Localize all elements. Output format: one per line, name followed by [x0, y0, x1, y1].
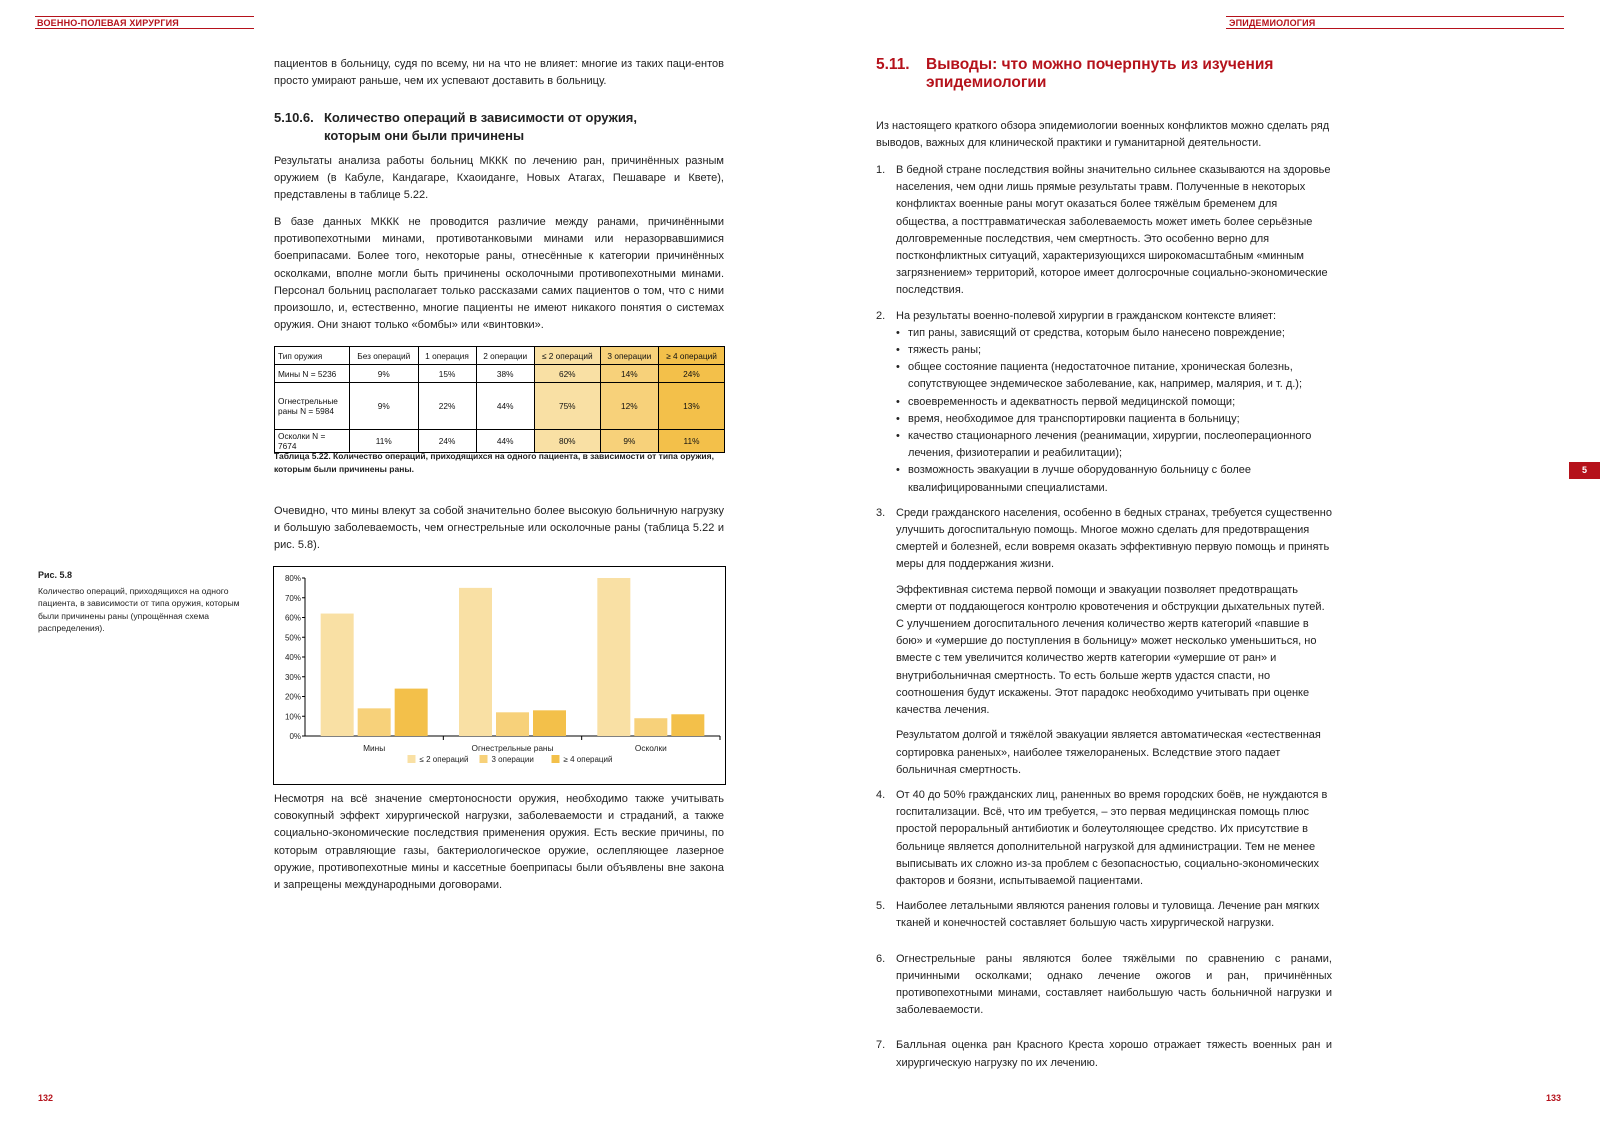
operations-bar-chart — [273, 566, 726, 785]
bar — [634, 718, 667, 736]
item-number: 6. — [876, 952, 886, 965]
table-cell: 38% — [476, 365, 534, 383]
table-caption: Таблица 5.22. Количество операций, приходящихся на одного пациента, в зависимости от типа оружия, которым были причинены раны. — [274, 451, 714, 474]
table-cell: 13% — [658, 383, 724, 430]
list-item — [876, 162, 1332, 300]
table-cell: 14% — [600, 365, 658, 383]
y-tick-label: 0% — [289, 732, 301, 741]
bullet-item: • общее состояние пациента (недостаточное питание, хроническая болезнь, сопутствующее эндемическое заболевание, как, например, малярия, и т. д.); — [896, 359, 1332, 393]
y-tick-label: 30% — [284, 672, 301, 682]
conclusions-intro: Из настоящего краткого обзора эпидемиологии военных конфликтов можно сделать ряд выводов, важных для клинической практики и гуманитарной деятельности. — [876, 120, 1330, 150]
factor-bullets — [896, 325, 1332, 497]
table-cell: 15% — [418, 365, 476, 383]
item-text-continued: Эффективная система первой помощи и эвакуации позволяет предотвращать смерти от поддающегося контролю кровотечения и обструкции дыхательных путей. С улучшением догоспитального лечения количество жертв категорий «павшие в бою» и «умершие до поступления в больницу» может несколько уменьшиться, но вместе с тем увеличится количество жертв категории «умершие от ран» и внутрибольничная смертность. То есть больше жертв удастся спасти, но соотношения будут искажены. Этот парадокс необходимо учитывать при оценке качества лечения. — [896, 583, 1325, 717]
legend-swatch — [408, 755, 416, 763]
table-cell: 9% — [600, 430, 658, 453]
item-text: На результаты военно-полевой хирургии в гражданском контексте влияет: — [896, 309, 1277, 322]
table-header-cell: ≤ 2 операций — [534, 347, 600, 365]
legend-label: ≥ 4 операций — [563, 755, 613, 764]
table-row — [275, 365, 725, 383]
chapter-tab: 5 — [1569, 462, 1600, 479]
bar — [358, 708, 391, 736]
table-cell: 11% — [658, 430, 724, 453]
y-tick-label: 70% — [284, 593, 301, 603]
table-cell: Огнестрельные раны N = 5984 — [275, 383, 350, 430]
intro-paragraph: пациентов в больницу, судя по всему, ни на что не влияет: многие из таких паци-ентов просто умирают раньше, чем их успевают доставить в больницу. — [274, 58, 724, 88]
x-category-label: Осколки — [634, 743, 667, 753]
y-tick-label: 40% — [284, 653, 301, 662]
item-number: 7. — [876, 1039, 886, 1052]
table-cell: 22% — [418, 383, 476, 430]
figure-caption: Количество операций, приходящихся на одного пациента, в зависимости от типа оружия, которым были причинены раны (упрощённая схема распределения). — [38, 586, 240, 634]
running-head-right: ЭПИДЕМИОЛОГИЯ — [1229, 18, 1316, 28]
table-header-cell: ≥ 4 операций — [658, 347, 724, 365]
section-title: Количество операций в зависимости от оружия, которым они были причинены — [324, 110, 638, 143]
header-rule-left — [35, 16, 254, 17]
item-text: Среди гражданского населения, особенно в бедных странах, требуется существенно улучшить догоспитальную помощь. Многое можно сделать для предотвращения смертей и болезней, если вовремя оказать эффективную первую помощь и принять меры для поддержания жизни. — [896, 506, 1332, 571]
header-rule-left-bottom — [35, 28, 254, 29]
bar — [496, 712, 529, 736]
item-number: 4. — [876, 788, 886, 801]
legend-label: ≤ 2 операций — [419, 755, 469, 764]
item-number: 2. — [876, 309, 886, 322]
bullet-item: • тяжесть раны; — [896, 342, 1332, 359]
running-head-left: ВОЕННО-ПОЛЕВАЯ ХИРУРГИЯ — [37, 18, 179, 28]
item-text: Наиболее летальными являются ранения головы и туловища. Лечение ран мягких тканей и конечностей составляет большую часть хирургической нагрузки. — [896, 900, 1320, 930]
table-header-cell: Без операций — [350, 347, 419, 365]
legend-swatch — [480, 755, 488, 763]
table-cell: 9% — [350, 365, 419, 383]
item-text-continued: Результатом долгой и тяжёлой эвакуации является автоматическая «естественная сортировка раненых», наиболее тяжелораненых. Вследствие этого падает больничная смертность. — [896, 729, 1321, 776]
conclusions-list — [876, 162, 1332, 1080]
list-item — [876, 951, 1332, 1020]
bullet-item: • своевременность и адекватность первой медицинской помощи; — [896, 394, 1332, 411]
table-cell: 24% — [418, 430, 476, 453]
paragraph-lethality: Несмотря на всё значение смертоносности оружия, необходимо также учитывать совокупный эффект хирургической нагрузки, заболеваемости и страданий, а также социально-экономические последствия применения оружия. Есть веские причины, по которым отравляющие газы, бактериологическое оружие, ослепляющее лазерное оружие, противопехотные мины и кассетные боеприпасы были объявлены вне закона и запрещены международными договорами. — [274, 793, 724, 892]
bar — [459, 588, 492, 736]
y-tick-label: 80% — [284, 574, 301, 583]
paragraph-mines: Очевидно, что мины влекут за собой значительно более высокую больничную нагрузку и большую заболеваемость, чем огнестрельные или осколочные раны (таблица 5.22 и рис. 5.8). — [274, 505, 724, 552]
bullet-item: • возможность эвакуации в лучше оборудованную больницу с более квалифицированными специалистами. — [896, 462, 1332, 496]
bar — [395, 689, 428, 736]
paragraph-results: Результаты анализа работы больниц МККК по лечению ран, причинённых разным оружием (в Кабуле, Кандагаре, Кхаоиданге, Новых Атагах, Пешаваре и Квете), представлены в таблице 5.22. — [274, 155, 724, 202]
item-number: 5. — [876, 900, 886, 913]
item-text: Огнестрельные раны являются более тяжёлыми по сравнению с ранами, причинными осколками; однако лечение ожогов и ран, причинённых противопехотными минами, составляет наибольшую часть больничной нагрузки и заболеваемости. — [896, 952, 1332, 1017]
x-category-label: Мины — [363, 743, 386, 753]
bar — [597, 578, 630, 736]
table-cell: 62% — [534, 365, 600, 383]
table-cell: 44% — [476, 430, 534, 453]
item-number: 1. — [876, 164, 886, 176]
list-item — [876, 898, 1332, 932]
y-tick-label: 20% — [284, 692, 301, 702]
header-rule-right-bottom — [1226, 28, 1564, 29]
header-rule-right — [1226, 16, 1564, 17]
table-cell: Осколки N = 7674 — [275, 430, 350, 453]
y-tick-label: 60% — [284, 613, 301, 623]
item-text: В бедной стране последствия войны значительно сильнее сказываются на здоровье населения, чем одни лишь прямые результаты травм. Полученные в некоторых конфликтах военные раны могут оказаться более тяжёлым бременем для общества, а посттравматическая заболеваемость может иметь более серьёзные долговременные последствия, чем смертность. Это особенно верно для постконфликтных ситуаций, характеризующихся широкомасштабным «минным загрязнением» территорий, которое имеет долгосрочные социально-экономические последствия. — [896, 164, 1331, 297]
item-number: 3. — [876, 506, 886, 519]
table-header-cell: Тип оружия — [275, 347, 350, 365]
section-number: 5.10.6. — [274, 110, 314, 125]
page-number-left: 132 — [38, 1093, 54, 1103]
bullet-item: • время, необходимое для транспортировки пациента в больницу; — [896, 411, 1332, 428]
table-header-cell: 1 операция — [418, 347, 476, 365]
bullet-item: • тип раны, зависящий от средства, которым было нанесено повреждение; — [896, 325, 1332, 342]
table-cell: 80% — [534, 430, 600, 453]
table-cell: 75% — [534, 383, 600, 430]
paragraph-database: В базе данных МККК не проводится различие между ранами, причинёнными противопехотными минами, противотанковыми минами или неразорвавшимися боеприпасами. Более того, некоторые раны, отнесённые к категории причинённых осколками, вполне могли быть причинены осколочными противопехотными минами. Персонал больниц располагает только рассказами самих пациентов о том, что с ними произошло, и, естественно, многие пациенты не имеют никакого понятия о системах оружия. Они знают только «бомбы» или «винтовки». — [274, 216, 724, 332]
list-item — [876, 308, 1332, 497]
y-tick-label: 10% — [284, 712, 301, 722]
table-header-row — [275, 347, 725, 365]
legend-swatch — [552, 755, 560, 763]
item-text: От 40 до 50% гражданских лиц, раненных во время городских боёв, не нуждаются в госпитализации. Всё, что им требуется, – это первая медицинская помощь плюс простой пероральный антибиотик и болеутоляющее средство. Их присутствие в больнице является дополнительной нагрузкой для администрации. Тем не менее выписывать их сложно из-за проблем с безопасностью, социально-экономических факторов и боязни, испытываемой пациентами. — [896, 788, 1328, 887]
table-header-cell: 3 операции — [600, 347, 658, 365]
table-cell: 44% — [476, 383, 534, 430]
table-header-cell: 2 операции — [476, 347, 534, 365]
weapon-table — [274, 346, 725, 453]
figure-label: Рис. 5.8 — [38, 570, 73, 580]
x-category-label: Огнестрельные раны — [471, 743, 554, 753]
item-text: Балльная оценка ран Красного Креста хорошо отражает тяжесть военных ран и хирургическую нагрузку по их лечению. — [896, 1039, 1332, 1069]
bullet-item: • качество стационарного лечения (реанимации, хирургии, послеоперационного лечения, физиотерапии и реабилитации); — [896, 428, 1332, 462]
bar — [321, 614, 354, 736]
list-item — [876, 505, 1332, 779]
table-row — [275, 383, 725, 430]
legend-label: 3 операции — [491, 755, 534, 764]
bar — [671, 714, 704, 736]
table-cell: 12% — [600, 383, 658, 430]
section-number-right: 5.11. — [876, 56, 910, 73]
table-cell: 24% — [658, 365, 724, 383]
list-item — [876, 787, 1332, 890]
bar — [533, 710, 566, 736]
table-cell: 11% — [350, 430, 419, 453]
list-item — [876, 1037, 1332, 1071]
y-tick-label: 50% — [284, 633, 301, 643]
section-title-right: Выводы: что можно почерпнуть из изучения эпидемиологии — [926, 56, 1274, 91]
table-cell: 9% — [350, 383, 419, 430]
table-cell: Мины N = 5236 — [275, 365, 350, 383]
page-number-right: 133 — [1546, 1093, 1562, 1103]
